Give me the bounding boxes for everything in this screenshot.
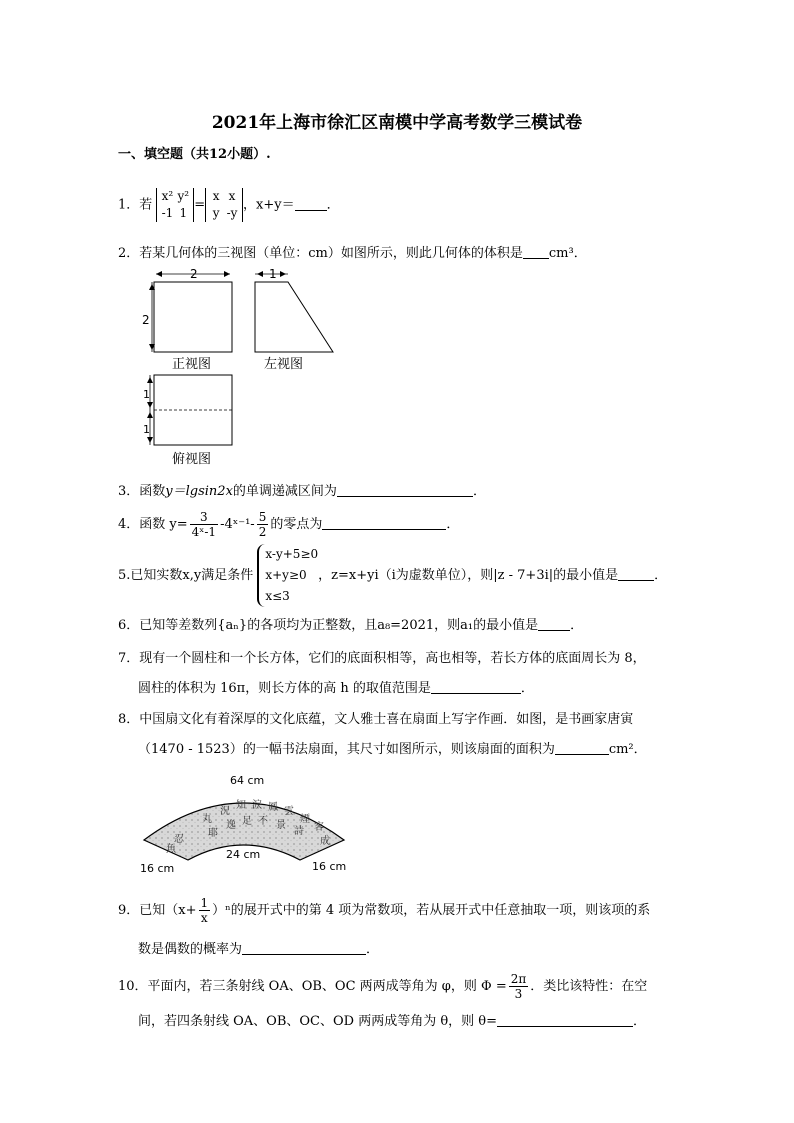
question-10-line-2: 间，若四条射线 OA、OB、OC、OD 两两成等角为 θ，则 θ= ． <box>138 1014 647 1029</box>
matrix-right: x x y -y <box>205 188 243 222</box>
question-6: 6．已知等差数列{aₙ}的各项均为正整数，且a₈=2021，则a₁的最小值是 ． <box>118 618 584 633</box>
question-9-line-1: 9．已知（x+ $\frac{1}{x}$ ）ⁿ的展开式中的第 4 项为常数项，若从展开式中任意抽取一项，则该项的系 <box>118 896 651 925</box>
svg-text:丸: 丸 <box>202 814 212 825</box>
fan-figure <box>136 770 356 876</box>
svg-text:耶: 耶 <box>208 828 218 839</box>
svg-text:客: 客 <box>314 822 324 833</box>
answer-blank[interactable] <box>431 681 521 694</box>
svg-text:況: 況 <box>220 806 230 817</box>
svg-text:詩: 詩 <box>294 826 304 837</box>
svg-text:煙: 煙 <box>300 814 310 825</box>
page-title: 2021年上海市徐汇区南模中学高考数学三模试卷 <box>211 113 583 133</box>
question-2: 2．若某几何体的三视图（单位：cm）如图所示，则此几何体的体积是 cm³． <box>118 246 587 261</box>
front-view-caption: 正视图 <box>172 357 212 372</box>
svg-text:忍: 忍 <box>174 834 184 845</box>
top-lower-label: 1 <box>143 423 150 436</box>
answer-blank[interactable] <box>618 568 654 581</box>
svg-text:景: 景 <box>276 820 286 831</box>
matrix-left: x² y² -1 1 <box>156 188 194 222</box>
question-4: 4．函数 y= $\frac{3}{\text{4ˣ-1}}$ -4ˣ⁻¹- $\frac{5}{2}$ 的零点为 ． <box>118 510 460 539</box>
answer-blank[interactable] <box>242 942 366 955</box>
answer-blank[interactable] <box>523 246 549 259</box>
answer-blank[interactable] <box>295 198 327 211</box>
question-9-line-2: 数是偶数的概率为 ． <box>138 942 380 957</box>
top-upper-label: 1 <box>143 388 150 401</box>
question-5: 5.已知实数x,y满足条件 x-y+5≥0 x+y≥0 x≤3，z=x+yi（i为虚数单位），则|z - 7+3i|的最小值是 ． <box>118 544 667 607</box>
side-width-label: 1 <box>269 267 277 281</box>
answer-blank[interactable] <box>337 484 473 497</box>
question-8-line-1: 8．中国扇文化有着深厚的文化底蕴，文人雅士喜在扇面上写字作画．如图，是书画家唐寅 <box>118 712 634 727</box>
fan-top-label: 64 cm <box>230 774 265 787</box>
answer-blank[interactable] <box>497 1014 633 1027</box>
constraint-system: x-y+5≥0 x+y≥0 x≤3 <box>257 544 318 607</box>
three-view-figure <box>138 264 338 469</box>
svg-text:足: 足 <box>242 816 252 827</box>
svg-text:鳳: 鳳 <box>268 802 278 813</box>
top-view-caption: 俯视图 <box>172 452 212 467</box>
svg-text:不: 不 <box>258 816 268 827</box>
fan-right-label: 16 cm <box>312 860 347 873</box>
question-7-line-2: 圆柱的体积为 16π，则长方体的高 h 的取值范围是 ． <box>138 681 534 696</box>
answer-blank[interactable] <box>322 517 446 530</box>
section-heading: 一、填空题（共12小题）. <box>118 147 271 162</box>
svg-text:成: 成 <box>320 836 330 847</box>
fan-left-label: 16 cm <box>140 862 175 875</box>
answer-blank[interactable] <box>555 742 609 755</box>
question-10-line-1: 10．平面内，若三条射线 OA、OB、OC 两两成等角为 φ，则 Φ = $\frac{2\pi}{3}$ ．类比该特性：在空 <box>118 972 648 1001</box>
fan-mid-label: 24 cm <box>226 848 261 861</box>
svg-text:淚: 淚 <box>252 800 262 811</box>
svg-text:逸: 逸 <box>226 820 236 831</box>
question-7-line-1: 7．现有一个圆柱和一个长方体，它们的底面积相等，高也相等，若长方体的底面周长为 8， <box>118 651 646 666</box>
answer-blank[interactable] <box>538 618 570 631</box>
svg-text:知: 知 <box>236 800 246 811</box>
question-8-line-2: （1470 - 1523）的一幅书法扇面，其尺寸如图所示，则该扇面的面积为 cm²． <box>138 742 647 757</box>
svg-text:雲: 雲 <box>284 806 294 817</box>
question-1: 1．若 x² y² -1 1=x x y -y，x+y＝ ． <box>118 189 340 220</box>
front-width-label: 2 <box>190 267 198 281</box>
front-height-label: 2 <box>142 313 150 327</box>
side-view-caption: 左视图 <box>264 357 304 372</box>
question-3: 3．函数y＝lgsin2x的单调递减区间为 ． <box>118 484 486 499</box>
svg-text:魚: 魚 <box>166 844 176 855</box>
